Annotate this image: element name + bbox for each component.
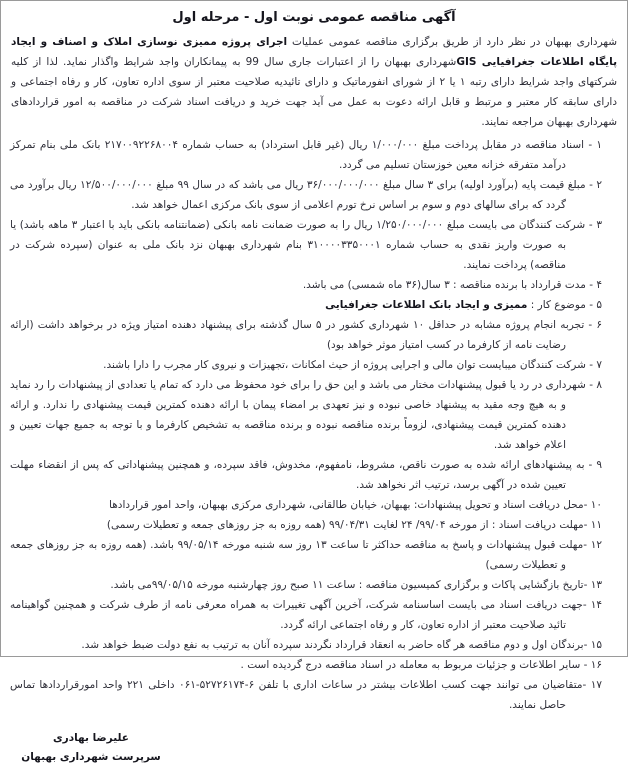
item-text: محل دریافت اسناد و تحویل پیشنهادات: بهبهان، خیابان طالقانی، شهرداری مرکزی بهبهان، واحد امور قراردادها — [109, 499, 584, 511]
page-title: آگهی مناقصه عمومی نوبت اول - مرحله اول — [172, 10, 456, 25]
list-item — [10, 455, 618, 495]
list-item — [10, 275, 618, 295]
item-number: ۱۴ - — [582, 599, 602, 611]
item-text: متقاضیان می توانند جهت کسب اطلاعات بیشتر در ساعات اداری با تلفن ۶-۵۲۷۲۶۱۷۴-۰۶۱ داخلی ۲۲۱ واحد امورقراردادها تماس حاصل نمایند. — [10, 679, 583, 711]
list-item — [10, 575, 618, 595]
item-number: ۱۲ - — [583, 539, 602, 551]
item-number: ۱۶ - — [580, 659, 602, 671]
list-item — [10, 215, 618, 275]
list-item — [10, 635, 618, 655]
item-number: ۱۰ - — [583, 499, 602, 511]
item-text: به پیشنهادهای ارائه شده به صورت ناقص، مشروط، نامفهوم، مخدوش، فاقد سپرده، و همچنین پیشنهاداتی که پس از انقضاء مهلت تعیین شده در آگهی برسد، ترتیب اثر نخواهد شد. — [10, 459, 585, 491]
list-item — [10, 355, 618, 375]
item-text: مهلت قبول پیشنهادات و پاسخ به مناقصه حداکثر تا ساعت ۱۳ روز سه شنبه مورخه ۹۹/۰۵/۱۴ باشد. (همه روزه به جز روزهای جمعه و تعطیلات رسمی) — [10, 539, 584, 571]
item-text-bold: ممیزی و ایجاد بانک اطلاعات جغرافیایی — [325, 299, 528, 311]
item-number: ۱۳ - — [583, 579, 602, 591]
list-item — [10, 295, 618, 315]
item-number: ۸ - — [585, 379, 602, 391]
list-item — [10, 595, 618, 635]
intro-text: شهرداری بهبهان در نظر دارد از طریق برگزاری مناقصه عمومی عملیات — [287, 36, 617, 48]
item-text: مبلغ قیمت پایه (برآورد اولیه) برای ۳ سال مبلغ ۳۶/۰۰۰/۰۰۰/۰۰۰ ریال می باشد که در سال ۹۹ مبلغ ۱۲/۵۰۰/۰۰۰/۰۰۰ ریال برآورد می گردد که برای سالهای دوم و سوم بر اساس نرخ تورم اعلامی از سوی بانک مرکزی اعمال خواهد شد. — [10, 179, 586, 211]
item-number: ۶ - — [584, 319, 602, 331]
list-item — [10, 315, 618, 355]
item-number: ۵ - — [585, 299, 602, 311]
item-number: ۱۷ - — [582, 679, 602, 691]
list-item — [10, 675, 618, 715]
item-number: ۱۵ - — [583, 639, 602, 651]
signature-block — [16, 729, 166, 767]
item-text: تجربه انجام پروژه مشابه در حداقل ۱۰ شهرداری کشور در ۵ سال گذشته برای پیشنهاد دهنده امتیاز ویژه در برخواهد داشت (ارائه رضایت نامه از کارفرما در کسب امتیاز موثر خواهد بود) — [10, 319, 585, 351]
item-text: شرکت کنندگان می بایست مبلغ ۱/۲۵۰/۰۰۰/۰۰۰ ریال را به صورت ضمانت نامه بانکی (ضمانتنامه بانکی باید با اعتبار ۳ ماهه باشد) یا به صورت واریز نقدی به حساب شماره ۳۱۰۰۰۰۳۳۵۰۰۰۱ بنام شهرداری بهبهان نزد بانک ملی به عنوان (سپرده شرکت در مناقصه) پرداخت نمایند. — [10, 219, 586, 271]
item-text: مهلت دریافت اسناد : از مورخه ۹۹/۰۴/ ۲۴ لغایت ۹۹/۰۴/۳۱ (همه روزه به جز روزهای جمعه و تعطیلات رسمی) — [106, 519, 584, 531]
item-number: ۴ - — [585, 279, 602, 291]
item-number: ۱ - — [584, 139, 603, 151]
intro-paragraph — [11, 32, 617, 132]
list-item — [10, 175, 618, 215]
item-number: ۹ - — [584, 459, 602, 471]
item-number: ۱۱ - — [583, 519, 602, 531]
item-text: اسناد مناقصه در مقابل پرداخت مبلغ ۱/۰۰۰/۰۰۰ ریال (غیر قابل استرداد) به حساب شماره ۲۱۷۰۰۹۲۲۶۸۰۰۴ بانک ملی بنام تمرکز درآمد متفرقه خزانه معین خوزستان تسلیم می گردد. — [10, 139, 585, 171]
items-list — [10, 135, 618, 715]
item-text: تاریخ بازگشایی پاکات و برگزاری کمیسیون مناقصه : ساعت ۱۱ صبح روز چهارشنبه مورخه ۹۹/۰۵/۱۵می باشد. — [110, 579, 584, 591]
item-text: جهت دریافت اسناد می بایست اساسنامه شرکت، آخرین آگهی تغییرات به همراه معرفی نامه از طرف شرکت و همچنین گواهینامه تائید صلاحیت معتبر از اداره تعاون، کار و رفاه اجتماعی ارائه گردد. — [10, 599, 583, 631]
list-item — [10, 535, 618, 575]
item-text: موضوع کار : — [527, 299, 586, 311]
list-item — [10, 515, 618, 535]
list-item — [10, 495, 618, 515]
item-number: ۷ - — [585, 359, 602, 371]
item-text: شهرداری در رد یا قبول پیشنهادات مختار می باشد و این حق را برای خود محفوظ می دارد که تمام یا تعدادی از پیشنهادات را رد نماید و به هیچ وجه مقید به پیشنهاد خاصی نبوده و نیز تعهدی بر امضاء پیمان با ارائه دهنده کمترین قیمت پیشنهادی را ندارد. و ارائه دهنده کمترین قیمت پیشنهادی، لزوماً برنده مناقصه نبوده و برنده مناقصه به تشخیص کارفرما و با توجه به جمیع جهات تعیین و اعلام خواهد شد. — [10, 379, 586, 451]
list-item — [10, 135, 618, 175]
intro-project-name: اجرای پروژه ممیزی نوسازی املاک و اصناف و ایجاد پایگاه اطلاعات جغرافیایی GIS — [11, 36, 618, 68]
intro-text-continued: شهرداری بهبهان را از اعتبارات جاری سال 99 به پیمانکاران واجد شرایط واگذار نماید. لذا از کلیه شرکتهای واجد شرایط دارای رتبه ۱ یا ۲ از شورای انفورماتیک و دارای تائیدیه صلاحیت معتبر از سوی اداره تعاون، کار و رفاه اجتماعی و دارای سابقه کار معتبر و مرتبط و قابل ارائه دعوت به عمل می آید جهت خرید و دریافت اسناد شرکت در مناقصه به امور قراردادهای شهرداری بهبهان مراجعه نمایند. — [11, 56, 617, 128]
item-number: ۳ - — [585, 219, 602, 231]
list-item — [10, 375, 618, 455]
signature-title: سرپرست شهرداری بهبهان — [21, 751, 161, 763]
item-number: ۲ - — [585, 179, 603, 191]
item-text: مدت قرارداد با برنده مناقصه : ۳ سال(۳۶ ماه شمسی) می باشد. — [302, 279, 586, 291]
signature-name: علیرضا بهادری — [53, 732, 129, 744]
item-text: شرکت کنندگان میبایست توان مالی و اجرایی پروژه از حیث امکانات ،تجهیزات و نیروی کار مجرب را دارا باشند. — [103, 359, 586, 371]
item-text: برندگان اول و دوم مناقصه هر گاه حاضر به انعقاد قرارداد نگردند سپرده آنان به ترتیب به نفع دولت ضبط خواهد شد. — [81, 639, 584, 651]
item-text: سایر اطلاعات و جزئیات مربوط به معامله در اسناد مناقصه درج گردیده است . — [240, 659, 581, 671]
list-item — [10, 655, 618, 675]
